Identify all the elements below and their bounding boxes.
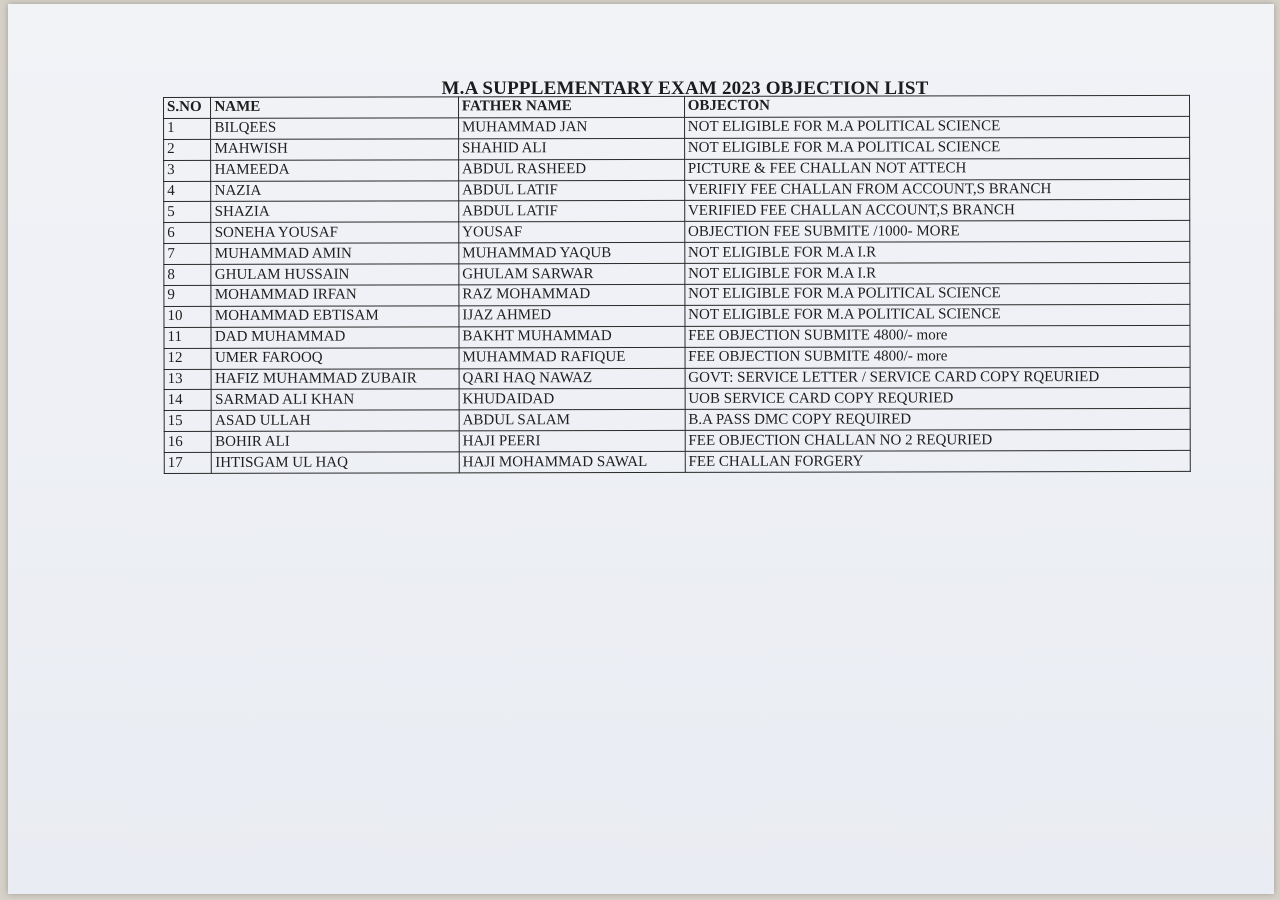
cell-objection: NOT ELIGIBLE FOR M.A I.R [685,262,1190,284]
cell-sno: 3 [164,160,211,181]
cell-objection: NOT ELIGIBLE FOR M.A I.R [685,242,1190,264]
table-row [164,221,1190,244]
cell-objection: FEE OBJECTION CHALLAN NO 2 REQURIED [685,430,1190,452]
cell-objection: NOT ELIGIBLE FOR M.A POLITICAL SCIENCE [685,283,1190,305]
cell-sno: 6 [164,223,211,244]
cell-name: MAHWISH [211,139,459,160]
header-father-name: FATHER NAME [458,96,684,117]
cell-objection: B.A PASS DMC COPY REQUIRED [685,409,1190,431]
cell-name: MOHAMMAD IRFAN [211,285,459,306]
cell-sno: 5 [164,202,211,223]
table-row [164,450,1190,473]
cell-father-name: MUHAMMAD JAN [458,117,684,138]
cell-objection: VERIFIED FEE CHALLAN ACCOUNT,S BRANCH [684,200,1189,222]
table-row [164,116,1190,139]
cell-sno: 8 [164,265,211,286]
cell-sno: 11 [164,327,211,348]
table-row [164,367,1190,390]
cell-father-name: HAJI MOHAMMAD SAWAL [459,452,685,473]
cell-name: GHULAM HUSSAIN [211,264,459,285]
table-row [164,388,1190,411]
cell-sno: 4 [164,181,211,202]
table-row [164,158,1190,181]
cell-father-name: HAJI PEERI [459,431,685,452]
cell-father-name: IJAZ AHMED [459,305,685,326]
cell-objection: NOT ELIGIBLE FOR M.A POLITICAL SCIENCE [684,137,1189,159]
cell-father-name: ABDUL RASHEED [459,159,685,180]
cell-father-name: SHAHID ALI [458,138,684,159]
cell-name: MUHAMMAD AMIN [211,243,459,264]
cell-objection: FEE OBJECTION SUBMITE 4800/- more [685,346,1190,368]
table-row [164,325,1190,348]
cell-father-name: MUHAMMAD RAFIQUE [459,347,685,368]
cell-name: DAD MUHAMMAD [211,327,459,348]
header-name: NAME [211,97,459,118]
cell-sno: 10 [164,306,211,327]
cell-objection: FEE CHALLAN FORGERY [685,450,1190,472]
cell-sno: 12 [164,348,211,369]
cell-father-name: QARI HAQ NAWAZ [459,368,685,389]
table-row [164,430,1190,453]
cell-objection: NOT ELIGIBLE FOR M.A POLITICAL SCIENCE [685,304,1190,326]
cell-sno: 15 [164,411,211,432]
cell-objection: PICTURE & FEE CHALLAN NOT ATTECH [684,158,1189,180]
cell-objection: GOVT: SERVICE LETTER / SERVICE CARD COPY RQEURIED [685,367,1190,389]
table-row [164,304,1190,327]
cell-name: SHAZIA [211,201,459,222]
table-row [164,262,1190,285]
table-row [164,137,1190,160]
cell-objection: UOB SERVICE CARD COPY REQURIED [685,388,1190,410]
cell-father-name: KHUDAIDAD [459,389,685,410]
cell-name: SARMAD ALI KHAN [212,389,460,410]
cell-sno: 17 [164,453,211,474]
cell-name: MOHAMMAD EBTISAM [211,306,459,327]
header-sno: S.NO [164,97,211,118]
cell-name: NAZIA [211,180,459,201]
cell-father-name: BAKHT MUHAMMAD [459,326,685,347]
cell-sno: 2 [164,139,211,160]
cell-father-name: ABDUL LATIF [459,180,685,201]
cell-father-name: RAZ MOHAMMAD [459,284,685,305]
cell-father-name: MUHAMMAD YAQUB [459,243,685,264]
cell-father-name: ABDUL SALAM [459,410,685,431]
table-row [164,242,1190,265]
cell-name: HAFIZ MUHAMMAD ZUBAIR [211,368,459,389]
cell-name: HAMEEDA [211,160,459,181]
cell-father-name: GHULAM SARWAR [459,264,685,285]
cell-objection: FEE OBJECTION SUBMITE 4800/- more [685,325,1190,347]
cell-sno: 9 [164,285,211,306]
table-row [164,409,1190,432]
cell-objection: VERIFIY FEE CHALLAN FROM ACCOUNT,S BRANCH [684,179,1189,201]
cell-sno: 14 [164,390,211,411]
document-title: M.A SUPPLEMENTARY EXAM 2023 OBJECTION LIST [441,78,929,99]
table-row [164,346,1190,369]
table-body [164,116,1191,473]
cell-name: SONEHA YOUSAF [211,222,459,243]
cell-sno: 13 [164,369,211,390]
cell-name: BOHIR ALI [212,431,460,452]
cell-name: BILQEES [211,118,459,139]
table-row [164,283,1190,306]
objection-table [163,95,1191,474]
cell-objection: OBJECTION FEE SUBMITE /1000- MORE [684,221,1189,243]
table-row [164,200,1190,223]
table-row [164,179,1190,202]
table-header-row [164,95,1190,118]
header-objection: OBJECTON [684,95,1189,117]
cell-father-name: ABDUL LATIF [459,201,685,222]
cell-name: IHTISGAM UL HAQ [212,452,460,473]
cell-sno: 7 [164,244,211,265]
cell-name: ASAD ULLAH [212,410,460,431]
cell-objection: NOT ELIGIBLE FOR M.A POLITICAL SCIENCE [684,116,1189,138]
cell-sno: 16 [164,432,211,453]
cell-sno: 1 [164,118,211,139]
cell-father-name: YOUSAF [459,222,685,243]
cell-name: UMER FAROOQ [211,348,459,369]
